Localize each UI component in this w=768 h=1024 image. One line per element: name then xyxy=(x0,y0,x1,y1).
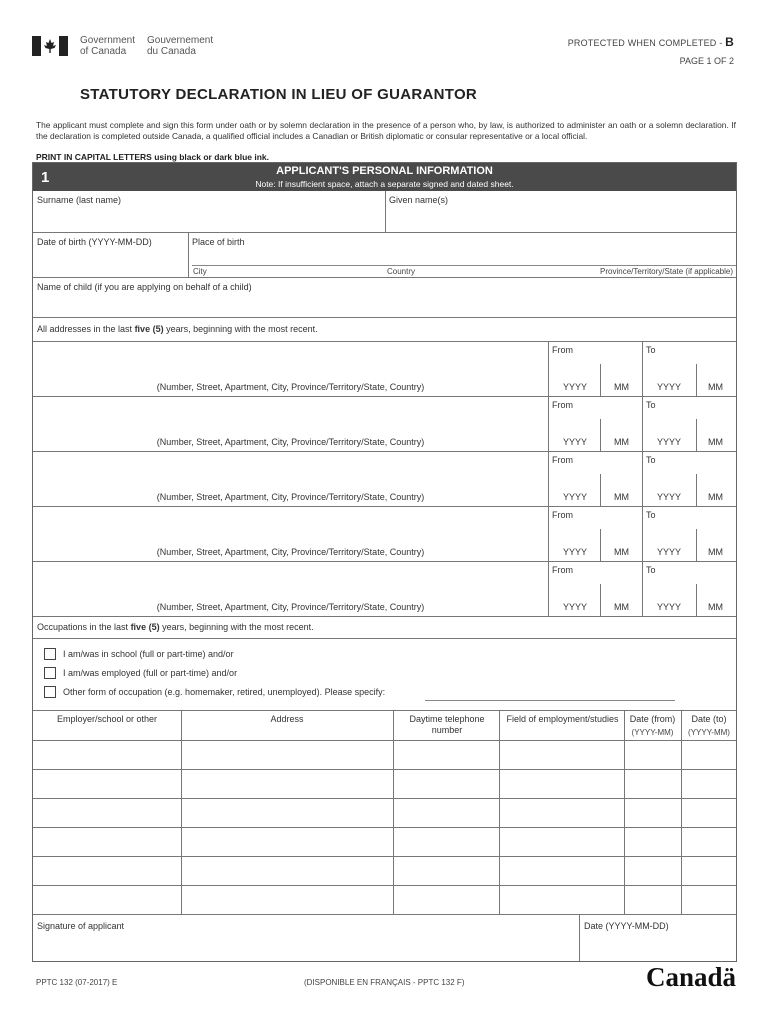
address-row[interactable] xyxy=(33,397,736,452)
birth-row xyxy=(33,233,736,278)
col-date-from: Date (from) xyxy=(629,714,676,724)
canada-flag-icon xyxy=(32,36,68,56)
child-label: Name of child (if you are applying on behalf of a child) xyxy=(37,282,252,292)
pob-label: Place of birth xyxy=(192,237,245,247)
address-from-label: From xyxy=(552,510,573,520)
col-employer: Employer/school or other xyxy=(56,714,158,724)
addresses-label: All addresses in the last five (5) years, beginning with the most recent. xyxy=(37,324,318,334)
surname-label: Surname (last name) xyxy=(37,195,122,205)
from-mm: MM xyxy=(614,382,629,392)
french-availability: (DISPONIBLE EN FRANÇAIS - PPTC 132 F) xyxy=(304,978,465,987)
col-date-from-format: (YYYY-MM) xyxy=(631,728,674,737)
section-header xyxy=(33,163,736,191)
print-instruction: PRINT IN CAPITAL LETTERS using black or dark blue ink. xyxy=(36,152,269,162)
address-to-label: To xyxy=(646,345,656,355)
child-row xyxy=(33,278,736,318)
address-row[interactable] xyxy=(33,562,736,617)
from-yyyy: YYYY xyxy=(563,437,588,447)
to-mm: MM xyxy=(708,602,723,612)
col-field: Field of employment/studies xyxy=(506,714,619,724)
address-from-label: From xyxy=(552,565,573,575)
occupation-row[interactable] xyxy=(33,828,736,857)
protected-notice: PROTECTED WHEN COMPLETED - B xyxy=(567,35,734,49)
other-specify-line[interactable] xyxy=(425,700,675,701)
occupation-options xyxy=(33,639,736,711)
from-yyyy: YYYY xyxy=(563,602,588,612)
addresses-header xyxy=(33,318,736,342)
to-yyyy: YYYY xyxy=(657,602,682,612)
address-line-hint: (Number, Street, Apartment, City, Province/Territory/State, Country) xyxy=(156,602,425,612)
occupation-row[interactable] xyxy=(33,741,736,770)
city-label: City xyxy=(193,267,207,276)
occupation-row[interactable] xyxy=(33,799,736,828)
occupation-row[interactable] xyxy=(33,886,736,915)
address-line-hint: (Number, Street, Apartment, City, Province/Territory/State, Country) xyxy=(156,437,425,447)
country-label: Country xyxy=(387,267,416,276)
school-checkbox[interactable] xyxy=(44,648,56,660)
address-to-label: To xyxy=(646,510,656,520)
applicant-form xyxy=(32,162,737,962)
to-mm: MM xyxy=(708,382,723,392)
address-to-label: To xyxy=(646,400,656,410)
address-to-label: To xyxy=(646,455,656,465)
gov-name-en: Government of Canada xyxy=(80,35,136,57)
section-note: Note: If insufficient space, attach a separate signed and dated sheet. xyxy=(255,179,514,189)
from-yyyy: YYYY xyxy=(563,382,588,392)
from-mm: MM xyxy=(614,437,629,447)
gov-name-fr: Gouvernement du Canada xyxy=(147,35,214,57)
province-label: Province/Territory/State (if applicable) xyxy=(600,267,733,276)
to-mm: MM xyxy=(708,547,723,557)
col-address: Address xyxy=(270,714,304,724)
occupations-label: Occupations in the last five (5) years, beginning with the most recent. xyxy=(37,622,314,632)
page-title: STATUTORY DECLARATION IN LIEU OF GUARANTOR xyxy=(80,86,478,103)
canada-wordmark: Canadä xyxy=(646,962,737,992)
to-yyyy: YYYY xyxy=(657,382,682,392)
address-row[interactable] xyxy=(33,452,736,507)
given-name-label: Given name(s) xyxy=(389,195,449,205)
col-telephone: Daytime telephone number xyxy=(409,714,485,735)
address-row[interactable] xyxy=(33,342,736,397)
from-mm: MM xyxy=(614,547,629,557)
address-to-label: To xyxy=(646,565,656,575)
col-date-to: Date (to) xyxy=(691,714,727,724)
col-date-to-format: (YYYY-MM) xyxy=(688,728,730,737)
sign-date-label: Date (YYYY-MM-DD) xyxy=(584,921,669,931)
to-mm: MM xyxy=(708,492,723,502)
to-yyyy: YYYY xyxy=(657,547,682,557)
address-row[interactable] xyxy=(33,507,736,562)
signature-row xyxy=(33,915,736,961)
from-yyyy: YYYY xyxy=(563,492,588,502)
school-option-label: I am/was in school (full or part-time) and/or xyxy=(63,649,234,659)
from-mm: MM xyxy=(614,492,629,502)
occupation-row[interactable] xyxy=(33,857,736,886)
from-mm: MM xyxy=(614,602,629,612)
address-line-hint: (Number, Street, Apartment, City, Province/Territory/State, Country) xyxy=(156,492,425,502)
to-mm: MM xyxy=(708,437,723,447)
signature-label: Signature of applicant xyxy=(37,921,125,931)
form-code: PPTC 132 (07-2017) E xyxy=(36,978,118,987)
to-yyyy: YYYY xyxy=(657,492,682,502)
other-option-label: Other form of occupation (e.g. homemaker, retired, unemployed). Please specify: xyxy=(63,687,386,697)
other-checkbox[interactable] xyxy=(44,686,56,698)
page-number: PAGE 1 OF 2 xyxy=(679,56,734,66)
to-yyyy: YYYY xyxy=(657,437,682,447)
from-yyyy: YYYY xyxy=(563,547,588,557)
address-line-hint: (Number, Street, Apartment, City, Province/Territory/State, Country) xyxy=(156,382,425,392)
employed-checkbox[interactable] xyxy=(44,667,56,679)
name-row xyxy=(33,191,736,233)
dob-label: Date of birth (YYYY-MM-DD) xyxy=(37,237,152,247)
occupations-header xyxy=(33,617,736,639)
section-number: 1 xyxy=(41,169,50,186)
address-from-label: From xyxy=(552,455,573,465)
address-line-hint: (Number, Street, Apartment, City, Province/Territory/State, Country) xyxy=(156,547,425,557)
occupation-table-header xyxy=(33,711,736,741)
occupation-row[interactable] xyxy=(33,770,736,799)
address-from-label: From xyxy=(552,345,573,355)
intro-text: The applicant must complete and sign this form under oath or by solemn declaration in the presence of a person who, by law, is authorized to administer an oath or a solemn declaration. If the declaration is completed outside Canada, a qualified official includes a Canadian or British diplomatic or consular representative or a local official. xyxy=(36,120,736,141)
address-from-label: From xyxy=(552,400,573,410)
employed-option-label: I am/was employed (full or part-time) and/or xyxy=(63,668,238,678)
section-title: APPLICANT'S PERSONAL INFORMATION xyxy=(276,165,493,177)
